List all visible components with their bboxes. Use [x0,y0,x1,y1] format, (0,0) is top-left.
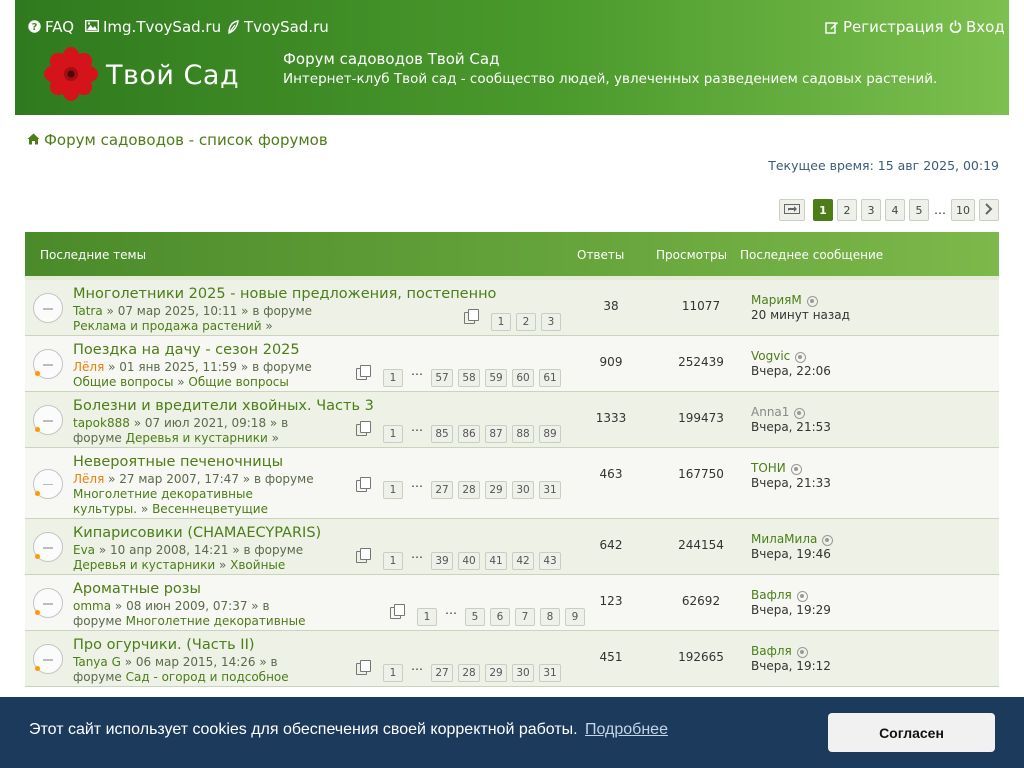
topic-page-link[interactable]: 41 [485,552,507,570]
topic-meta: Лёля » 01 янв 2025, 11:59 » в форуме Общие вопросы » Общие вопросы [73,360,312,389]
topic-meta: Лёля » 27 мар 2007, 17:47 » в форуме Многолетние декоративные культуры. » Весеннецветущие [73,472,314,516]
topic-page-link[interactable]: 61 [539,369,561,387]
img-site-link[interactable] [85,18,221,36]
main-site-link[interactable] [226,18,329,36]
topic-page-link[interactable]: 5 [465,608,485,626]
unread-dot-icon [35,554,40,559]
in-forum-label: в форуме [73,599,270,628]
last-post-time: Вчера, 21:53 [751,420,831,434]
topic-page-link[interactable]: 87 [485,425,507,443]
pages-ellipsis: … [411,420,423,434]
cookie-more-link[interactable]: Подробнее [585,721,668,738]
topic-author-link[interactable]: tapok888 [73,416,130,430]
unread-dot-icon [35,610,40,615]
page-1-button[interactable]: 1 [813,199,833,221]
replies-count: 463 [599,467,623,481]
unread-dot-icon [35,666,40,671]
table-row [25,575,999,631]
pagination [779,199,999,221]
main-site-label: TvoySad.ru [244,18,329,36]
pages-ellipsis: … [411,547,423,561]
header-topics: Последние темы [40,248,147,262]
svg-text:?: ? [31,22,37,33]
topic-page-link[interactable]: 43 [539,552,561,570]
views-count: 244154 [678,538,724,552]
topic-page-link[interactable]: 9 [565,608,585,626]
topic-page-link[interactable]: 27 [431,481,453,499]
topic-page-link[interactable]: 1 [417,608,437,626]
go-to-last-post-icon[interactable] [807,296,818,307]
topic-page-link[interactable]: 30 [512,664,534,682]
breadcrumb[interactable] [27,131,328,149]
in-forum-label: в форуме [243,543,304,557]
jump-icon [784,204,800,217]
page-3-button[interactable]: 3 [861,199,881,221]
topic-title-link[interactable]: Многолетники 2025 - новые предложения, постепенно [73,286,497,302]
topic-page-link[interactable]: 40 [458,552,480,570]
last-post-author-link[interactable]: МарияМ [751,293,802,307]
pages-icon [356,660,370,674]
replies-count: 38 [603,299,619,313]
power-icon [948,20,962,34]
topic-page-link[interactable]: 7 [515,608,535,626]
last-post-time: Вчера, 19:12 [751,659,831,673]
pages-ellipsis: … [445,603,457,617]
topic-page-link[interactable]: 28 [458,481,480,499]
last-post-time: Вчера, 19:46 [751,547,831,561]
pages-icon [390,604,404,618]
in-forum-label: в форуме [253,472,314,486]
replies-count: 123 [599,594,623,608]
pages-ellipsis: … [411,364,423,378]
cookie-message: Этот сайт использует cookies для обеспечения своей корректной работы. [29,721,578,738]
header-views: Просмотры [656,248,728,262]
topic-title-link[interactable]: Невероятные печеночницы [73,454,284,470]
topic-title-link[interactable]: Болезни и вредители хвойных. Часть 3 [73,398,374,414]
forum-link[interactable]: Деревья и кустарники [125,431,268,445]
topic-meta: Tatra » 07 мар 2025, 10:11 » в форуме Реклама и продажа растений » [73,304,318,336]
topic-author-link[interactable]: omma [73,599,112,613]
topic-page-link[interactable]: 31 [539,664,561,682]
current-time: Текущее время: 15 авг 2025, 00:19 [768,158,999,173]
unread-dot-icon [35,491,40,496]
topic-page-link[interactable]: 3 [541,313,561,331]
topic-page-link[interactable]: 1 [491,313,511,331]
go-to-last-post-icon[interactable] [822,535,833,546]
topic-page-link[interactable]: 1 [383,369,403,387]
topics-table [25,232,999,687]
faq-label: FAQ [45,18,75,36]
go-to-last-post-icon[interactable] [791,464,802,475]
pages-ellipsis: … [411,659,423,673]
topic-page-link[interactable]: 89 [539,425,561,443]
topic-author-link[interactable]: Eva [73,543,96,557]
topic-title-link[interactable]: Кипарисовики (CHAMAECYPARIS) [73,525,322,541]
topic-date: 08 июн 2009, 07:37 [126,599,248,613]
forum-link[interactable]: Реклама и продажа растений [73,319,262,333]
views-count: 199473 [678,411,724,425]
views-count: 62692 [681,594,721,608]
last-post-author-link[interactable]: ТОНИ [751,461,786,475]
home-icon [27,131,40,149]
chevron-right-icon [985,203,993,218]
subforum-link[interactable]: Общие вопросы [188,375,289,389]
page-2-button[interactable]: 2 [837,199,857,221]
pages-icon [356,477,370,491]
topic-page-link[interactable]: 30 [512,481,534,499]
in-forum-label: в форуме [73,655,278,684]
topic-author-link[interactable]: Лёля [73,360,105,374]
topic-page-link[interactable]: 1 [383,425,403,443]
question-icon [27,20,41,34]
login-label: Вход [966,18,1005,36]
table-row [25,519,999,575]
topic-title-link[interactable]: Поездка на дачу - сезон 2025 [73,342,300,358]
topic-page-link[interactable]: 29 [485,481,507,499]
replies-count: 642 [599,538,623,552]
topic-page-link[interactable]: 29 [485,664,507,682]
last-post-time: Вчера, 22:06 [751,364,831,378]
pagination-ellipsis: … [934,203,946,217]
table-row [25,280,999,336]
in-forum-label: в форуме [73,416,289,445]
last-post-author-link[interactable]: Vogvic [751,349,791,363]
forum-link[interactable]: Сад - огород и подсобное [125,670,289,684]
views-count: 167750 [678,467,724,481]
topic-date: 07 июл 2021, 09:18 [144,416,267,430]
topic-page-link[interactable]: 85 [431,425,453,443]
last-post-time: Вчера, 21:33 [751,476,831,490]
topic-page-link[interactable]: 1 [383,481,403,499]
page-4-button[interactable]: 4 [885,199,905,221]
jump-to-page-button[interactable] [779,199,805,221]
page-10-button[interactable]: 10 [951,199,975,221]
topic-page-link[interactable]: 86 [458,425,480,443]
image-icon [85,20,99,34]
header-replies: Ответы [577,248,625,262]
replies-count: 451 [599,650,623,664]
topic-date: 06 мар 2015, 14:26 [135,655,256,669]
topic-page-link[interactable]: 1 [383,664,403,682]
topic-status-icon [33,293,63,323]
pages-icon [356,548,370,562]
topic-author-link[interactable]: Tatra [73,304,103,318]
page-5-button[interactable]: 5 [909,199,929,221]
table-row [25,336,999,392]
subforum-link[interactable]: Весеннецветущие [152,502,268,516]
topic-list [25,280,999,687]
last-post-author-link[interactable]: Вафля [751,644,792,658]
register-label: Регистрация [843,18,944,36]
pages-icon [356,421,370,435]
in-forum-label: в форуме [252,360,312,374]
topic-page-link[interactable]: 28 [458,664,480,682]
last-post-author-link[interactable]: Anna1 [751,405,790,419]
go-to-last-post-icon[interactable] [794,408,805,419]
table-row [25,392,999,448]
register-link[interactable] [825,18,944,36]
topic-meta: tapok888 » 07 июл 2021, 09:18 » в форуме Деревья и кустарники » [73,416,318,448]
replies-count: 1333 [595,411,627,425]
topic-meta: Eva » 10 апр 2008, 14:21 » в форуме Деревья и кустарники » Хвойные [73,543,304,572]
subforum-link[interactable]: Хвойные [230,558,286,572]
topic-date: 07 мар 2025, 10:11 [117,304,238,318]
go-to-last-post-icon[interactable] [797,591,808,602]
topic-title-link[interactable]: Ароматные розы [73,581,201,597]
topic-author-link[interactable]: Лёля [73,472,105,486]
forum-link[interactable]: Многолетние декоративные [125,614,306,628]
site-title: Форум садоводов Твой Сад [283,50,500,68]
topic-date: 01 янв 2025, 11:59 [119,360,238,374]
topic-date: 27 мар 2007, 17:47 [119,472,239,486]
edit-icon [825,20,839,34]
forum-link[interactable]: Деревья и кустарники [73,558,216,572]
topic-page-link[interactable]: 1 [383,552,403,570]
table-row [25,448,999,519]
go-to-last-post-icon[interactable] [797,647,808,658]
last-post-time: Вчера, 19:29 [751,603,831,617]
topic-date: 10 апр 2008, 14:21 [110,543,229,557]
flower-logo-icon[interactable] [43,46,99,102]
leaf-icon [226,20,240,34]
last-post-author-link[interactable]: Вафля [751,588,792,602]
cookie-banner [0,697,1024,768]
topic-page-link[interactable]: 39 [431,552,453,570]
topic-page-link[interactable]: 59 [485,369,507,387]
topic-page-link[interactable]: 88 [512,425,534,443]
table-row [25,631,999,687]
pages-icon [356,365,370,379]
in-forum-label: в форуме [252,304,312,318]
last-post-author-link[interactable]: МилаМила [751,532,818,546]
topic-page-link[interactable]: 58 [458,369,480,387]
logo-text[interactable]: Твой Сад [106,60,240,91]
topic-meta: Tanya G » 06 мар 2015, 14:26 » в форуме Сад - огород и подсобное [73,655,318,687]
forum-link[interactable]: Общие вопросы [73,375,174,389]
topic-page-link[interactable]: 8 [540,608,560,626]
topic-meta: omma » 08 июн 2009, 07:37 » в форуме Многолетние декоративные [73,599,318,631]
breadcrumb-label: Форум садоводов - список форумов [44,131,328,149]
unread-dot-icon [35,427,40,432]
table-header [25,232,999,276]
unread-dot-icon [35,371,40,376]
header-last-post: Последнее сообщение [740,248,884,262]
img-site-label: Img.TvoySad.ru [103,18,222,36]
forum-link[interactable]: Многолетние декоративные культуры. [73,487,253,516]
pages-ellipsis: … [411,476,423,490]
topic-page-link[interactable]: 42 [512,552,534,570]
topic-page-link[interactable]: 2 [516,313,536,331]
site-description: Интернет-клуб Твой сад - сообщество людей, увлеченных разведением садовых растений. [283,71,938,87]
topic-page-link[interactable]: 6 [490,608,510,626]
views-count: 192665 [678,650,724,664]
topic-page-link[interactable]: 27 [431,664,453,682]
next-page-button[interactable] [979,199,999,221]
last-post-time: 20 минут назад [751,308,850,322]
pages-icon [464,309,478,323]
faq-link[interactable] [27,18,74,36]
site-header [15,0,1009,115]
replies-count: 909 [599,355,623,369]
topic-title-link[interactable]: Про огурчики. (Часть II) [73,637,255,653]
topic-page-link[interactable]: 31 [539,481,561,499]
cookie-accept-button[interactable]: Согласен [828,713,995,752]
topic-author-link[interactable]: Tanya G [73,655,121,669]
topic-page-link[interactable]: 60 [512,369,534,387]
views-count: 11077 [681,299,721,313]
views-count: 252439 [678,355,724,369]
topic-page-link[interactable]: 57 [431,369,453,387]
login-link[interactable] [948,18,1005,36]
go-to-last-post-icon[interactable] [795,352,806,363]
